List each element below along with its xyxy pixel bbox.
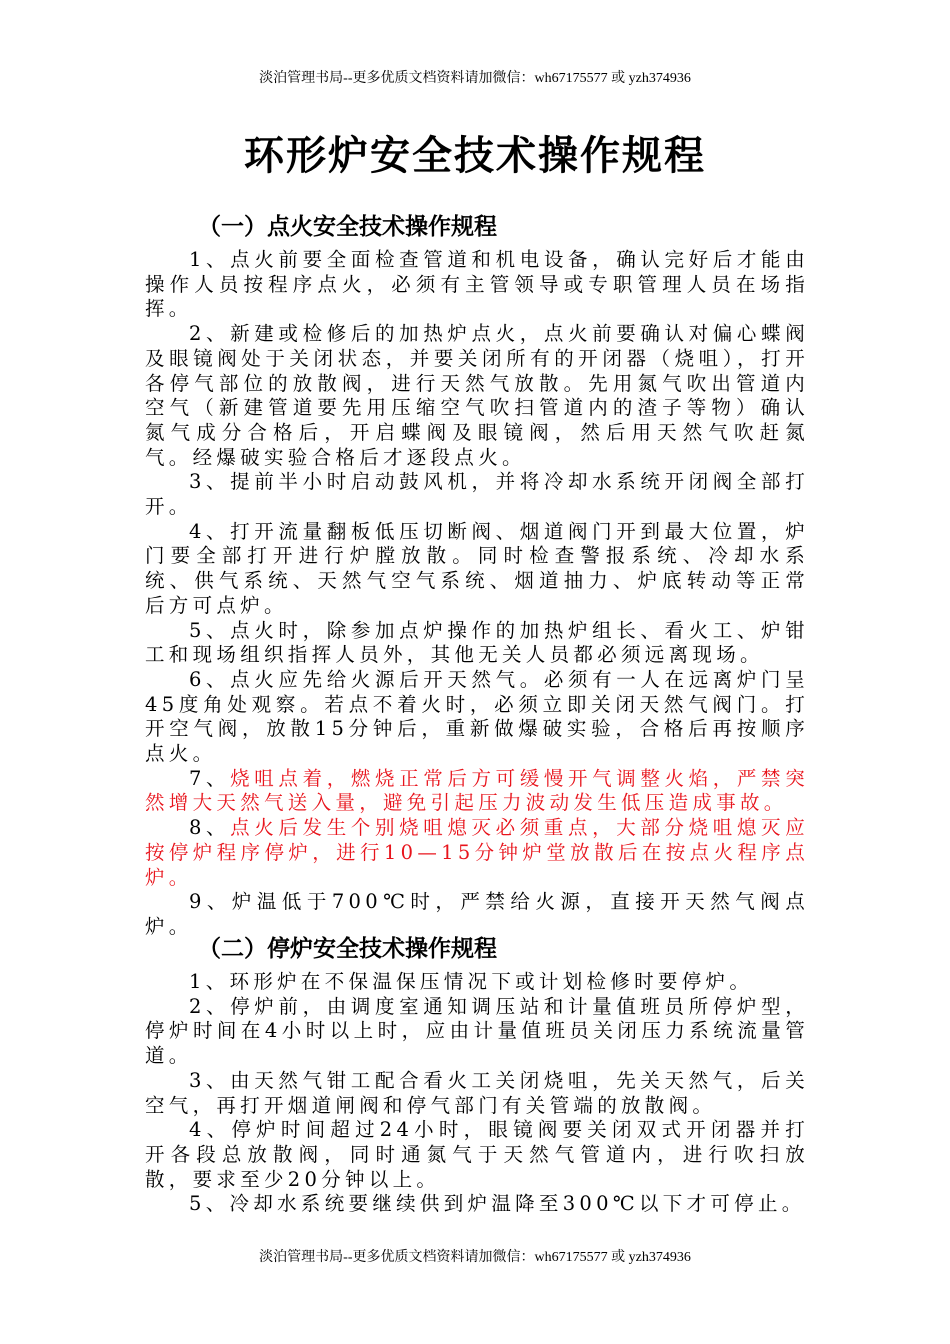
paragraph-text: 点火应先给火源后开天然气。必须有一人在远离炉门呈45度角处观察。若点不着火时，必须立即关闭天然气阀门。打开空气阀，放散15分钟后，重新做爆破实验，合格后再按顺序点火。 [145,667,809,766]
paragraph-number: 7、 [189,766,231,790]
paragraph-text: 停炉前，由调度室通知调压站和计量值班员所停炉型，停炉时间在4小时以上时，应由计量值班员关闭压力系统流量管道。 [145,994,809,1068]
numbered-paragraph [145,1118,809,1192]
paragraph-text-highlighted: 烧咀点着，燃烧正常后方可缓慢开气调整火焰，严禁突然增大天然气送入量，避免引起压力波动发生低压造成事故。 [145,766,809,815]
numbered-paragraph [145,995,809,1069]
paragraph-text: 打开流量翻板低压切断阀、烟道阀门开到最大位置，炉门要全部打开进行炉膛放散。同时检查警报系统、冷却水系统、供气系统、天然气空气系统、烟道抽力、炉底转动等正常后方可点炉。 [145,519,809,617]
numbered-paragraph [145,619,809,668]
paragraph-number: 3、 [189,470,231,494]
paragraph-text: 冷却水系统要继续供到炉温降至300℃以下才可停止。 [229,1192,806,1216]
paragraph-number: 8、 [189,816,231,840]
section-body-shutdown [145,970,809,1217]
paragraph-text: 点火时，除参加点炉操作的加热炉组长、看火工、炉钳工和现场组织指挥人员外，其他无关人员都必须远离现场。 [145,618,809,667]
section-body-ignition [145,248,809,940]
paragraph-text: 新建或检修后的加热炉点火，点火前要确认对偏心蝶阀及眼镜阀处于关闭状态，并要关闭所有的开闭器（烧咀），打开各停气部位的放散阀，进行天然气放散。先用氮气吹出管道内空气（新建管道要先用压缩空气吹扫管道内的渣子等物）确认氮气成分合格后，开启蝶阀及眼镜阀，然后用天然气吹赶氮气。经爆破实验合格后才逐段点火。 [145,322,809,469]
paragraph-number: 3、 [189,1068,231,1092]
paragraph-number: 4、 [189,1118,232,1142]
paragraph-number: 5、 [189,618,231,642]
paragraph-text: 炉温低于700℃时，严禁给火源，直接开天然气阀点炉。 [145,890,810,938]
paragraph-text: 由天然气钳工配合看火工关闭烧咀，先关天然气，后关空气，再打开烟道闸阀和停气部门有关管端的放散阀。 [145,1068,809,1117]
page-footer: 淡泊管理书局--更多优质文档资料请加微信：wh67175577 或 yzh374936 [259,1250,691,1265]
paragraph-text: 提前半小时启动鼓风机，并将冷却水系统开闭阀全部打开。 [145,470,809,519]
paragraph-text-highlighted: 点火后发生个别烧咀熄灭必须重点，大部分烧咀熄灭应按停炉程序停炉，进行10—15分钟炉堂放散后在按点火程序点炉。 [145,816,809,889]
numbered-paragraph [145,322,809,470]
paragraph-number: 2、 [189,322,231,346]
numbered-paragraph [145,520,809,619]
paragraph-text: 点火前要全面检查管道和机电设备，确认完好后才能由操作人员按程序点火，必须有主管领导或专职管理人员在场指挥。 [145,248,809,321]
paragraph-number: 6、 [189,667,231,691]
paragraph-number: 1、 [189,970,230,993]
numbered-paragraph [145,767,809,816]
paragraph-number: 1、 [189,248,231,271]
numbered-paragraph [145,970,809,995]
paragraph-number: 2、 [189,994,231,1018]
numbered-paragraph [145,470,809,519]
numbered-paragraph [145,1069,809,1118]
paragraph-text: 停炉时间超过24小时，眼镜阀要关闭双式开闭器并打开各段总放散阀，同时通氮气于天然气管道内，进行吹扫放散，要求至少20分钟以上。 [145,1118,809,1191]
paragraph-number: 5、 [189,1192,230,1216]
numbered-paragraph [145,248,809,322]
section-heading-ignition: （一）点火安全技术操作规程 [198,214,497,240]
numbered-paragraph [145,1192,809,1217]
paragraph-number: 9、 [189,890,232,914]
numbered-paragraph [145,816,809,890]
numbered-paragraph [145,668,809,767]
document-title: 环形炉安全技术操作规程 [244,133,706,179]
section-heading-shutdown: （二）停炉安全技术操作规程 [198,936,497,962]
paragraph-text: 环形炉在不保温保压情况下或计划检修时要停炉。 [229,970,754,993]
paragraph-number: 4、 [189,519,231,543]
page-header: 淡泊管理书局--更多优质文档资料请加微信：wh67175577 或 yzh374936 [259,71,691,86]
